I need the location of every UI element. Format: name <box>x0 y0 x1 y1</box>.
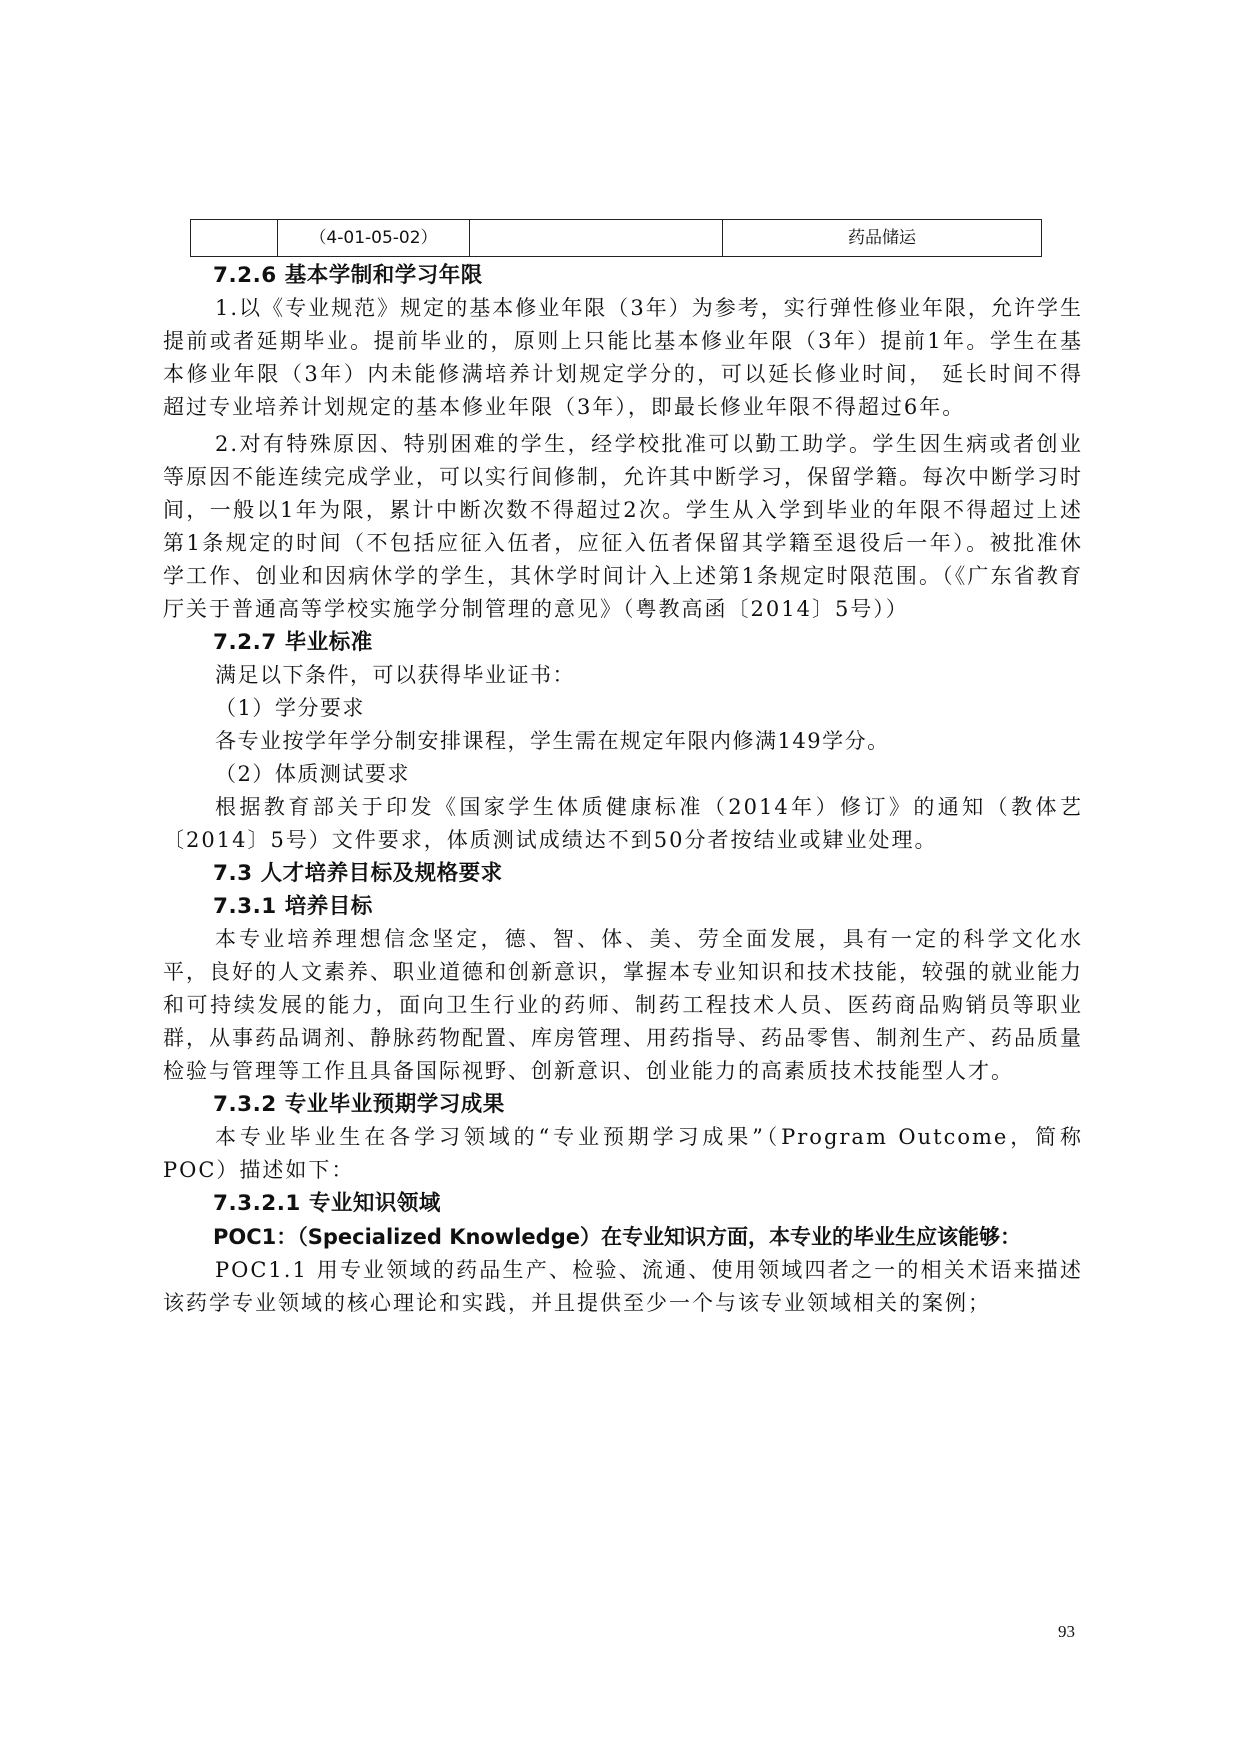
section-heading-73: 7.3 人才培养目标及规格要求 <box>213 861 503 886</box>
section-heading-731: 7.3.1 培养目标 <box>213 894 373 919</box>
section-heading-727: 7.2.7 毕业标准 <box>213 630 373 655</box>
table-cell-code: （4-01-05-02） <box>278 220 470 257</box>
poc1-1-text: POC1.1 用专业领域的药品生产、检验、流通、使用领域四者之一的相关术语来描述该药学专业领域的核心理论和实践，并且提供至少一个与该专业领域相关的案例； <box>163 1258 1083 1315</box>
section-heading-726: 7.2.6 基本学制和学习年限 <box>213 263 483 288</box>
fitness-requirement-text: 根据教育部关于印发《国家学生体质健康标准（2014年）修订》的通知（教体艺〔2014〕5号）文件要求，体质测试成绩达不到50分者按结业或肄业处理。 <box>163 795 1083 852</box>
page-number: 93 <box>1058 1622 1075 1641</box>
table-row <box>191 220 1042 257</box>
section-heading-732: 7.3.2 专业毕业预期学习成果 <box>213 1092 505 1117</box>
fitness-requirement-title: （2）体质测试要求 <box>215 762 410 786</box>
table-cell-job: 药品储运 <box>723 220 1042 257</box>
paragraph-duration-2: 2.对有特殊原因、特别困难的学生，经学校批准可以勤工助学。学生因生病或者创业等原因不能连续完成学业，可以实行间修制，允许其中断学习，保留学籍。每次中断学习时间，一般以1年为限，累计中断次数不得超过2次。学生从入学到毕业的年限不得超过上述第1条规定的时间（不包括应征入伍者，应征入伍者保留其学籍至退役后一年）。被批准休学工作、创业和因病休学的学生，其休学时间计入上述第1条规定时限范围。（《广东省教育厅关于普通高等学校实施学分制管理的意见》（粤教高函〔2014〕5号）） <box>163 432 1083 621</box>
table-cell <box>470 220 723 257</box>
occupation-table <box>190 219 1042 257</box>
section-heading-7321: 7.3.2.1 专业知识领域 <box>213 1191 441 1216</box>
training-goal-text: 本专业培养理想信念坚定，德、智、体、美、劳全面发展，具有一定的科学文化水平，良好的人文素养、职业道德和创新意识，掌握本专业知识和技术技能，较强的就业能力和可持续发展的能力，面向卫生行业的药师、制药工程技术人员、医药商品购销员等职业群，从事药品调剂、静脉药物配置、库房管理、用药指导、药品零售、制剂生产、药品质量检验与管理等工作且具备国际视野、创新意识、创业能力的高素质技术技能型人才。 <box>163 927 1083 1083</box>
graduation-intro: 满足以下条件，可以获得毕业证书： <box>215 663 575 687</box>
paragraph-duration-1: 1.以《专业规范》规定的基本修业年限（3年）为参考，实行弹性修业年限，允许学生提前或者延期毕业。提前毕业的，原则上只能比基本修业年限（3年）提前1年。学生在基本修业年限（3年）内未能修满培养计划规定学分的，可以延长修业时间， 延长时间不得超过专业培养计划规定的基本修业年限（3年），即最长修业年限不得超过6年。 <box>163 296 1083 419</box>
outcome-intro-text: 本专业毕业生在各学习领域的“专业预期学习成果”（Program Outcome，简称POC）描述如下： <box>163 1125 1083 1182</box>
poc1-heading: POC1：（Specialized Knowledge）在专业知识方面，本专业的毕业生应该能够： <box>213 1225 1021 1249</box>
credit-requirement-title: （1）学分要求 <box>215 696 365 720</box>
main-content <box>163 259 1083 1320</box>
table-cell <box>191 220 278 257</box>
credit-requirement-text: 各专业按学年学分制安排课程，学生需在规定年限内修满149学分。 <box>215 729 890 753</box>
